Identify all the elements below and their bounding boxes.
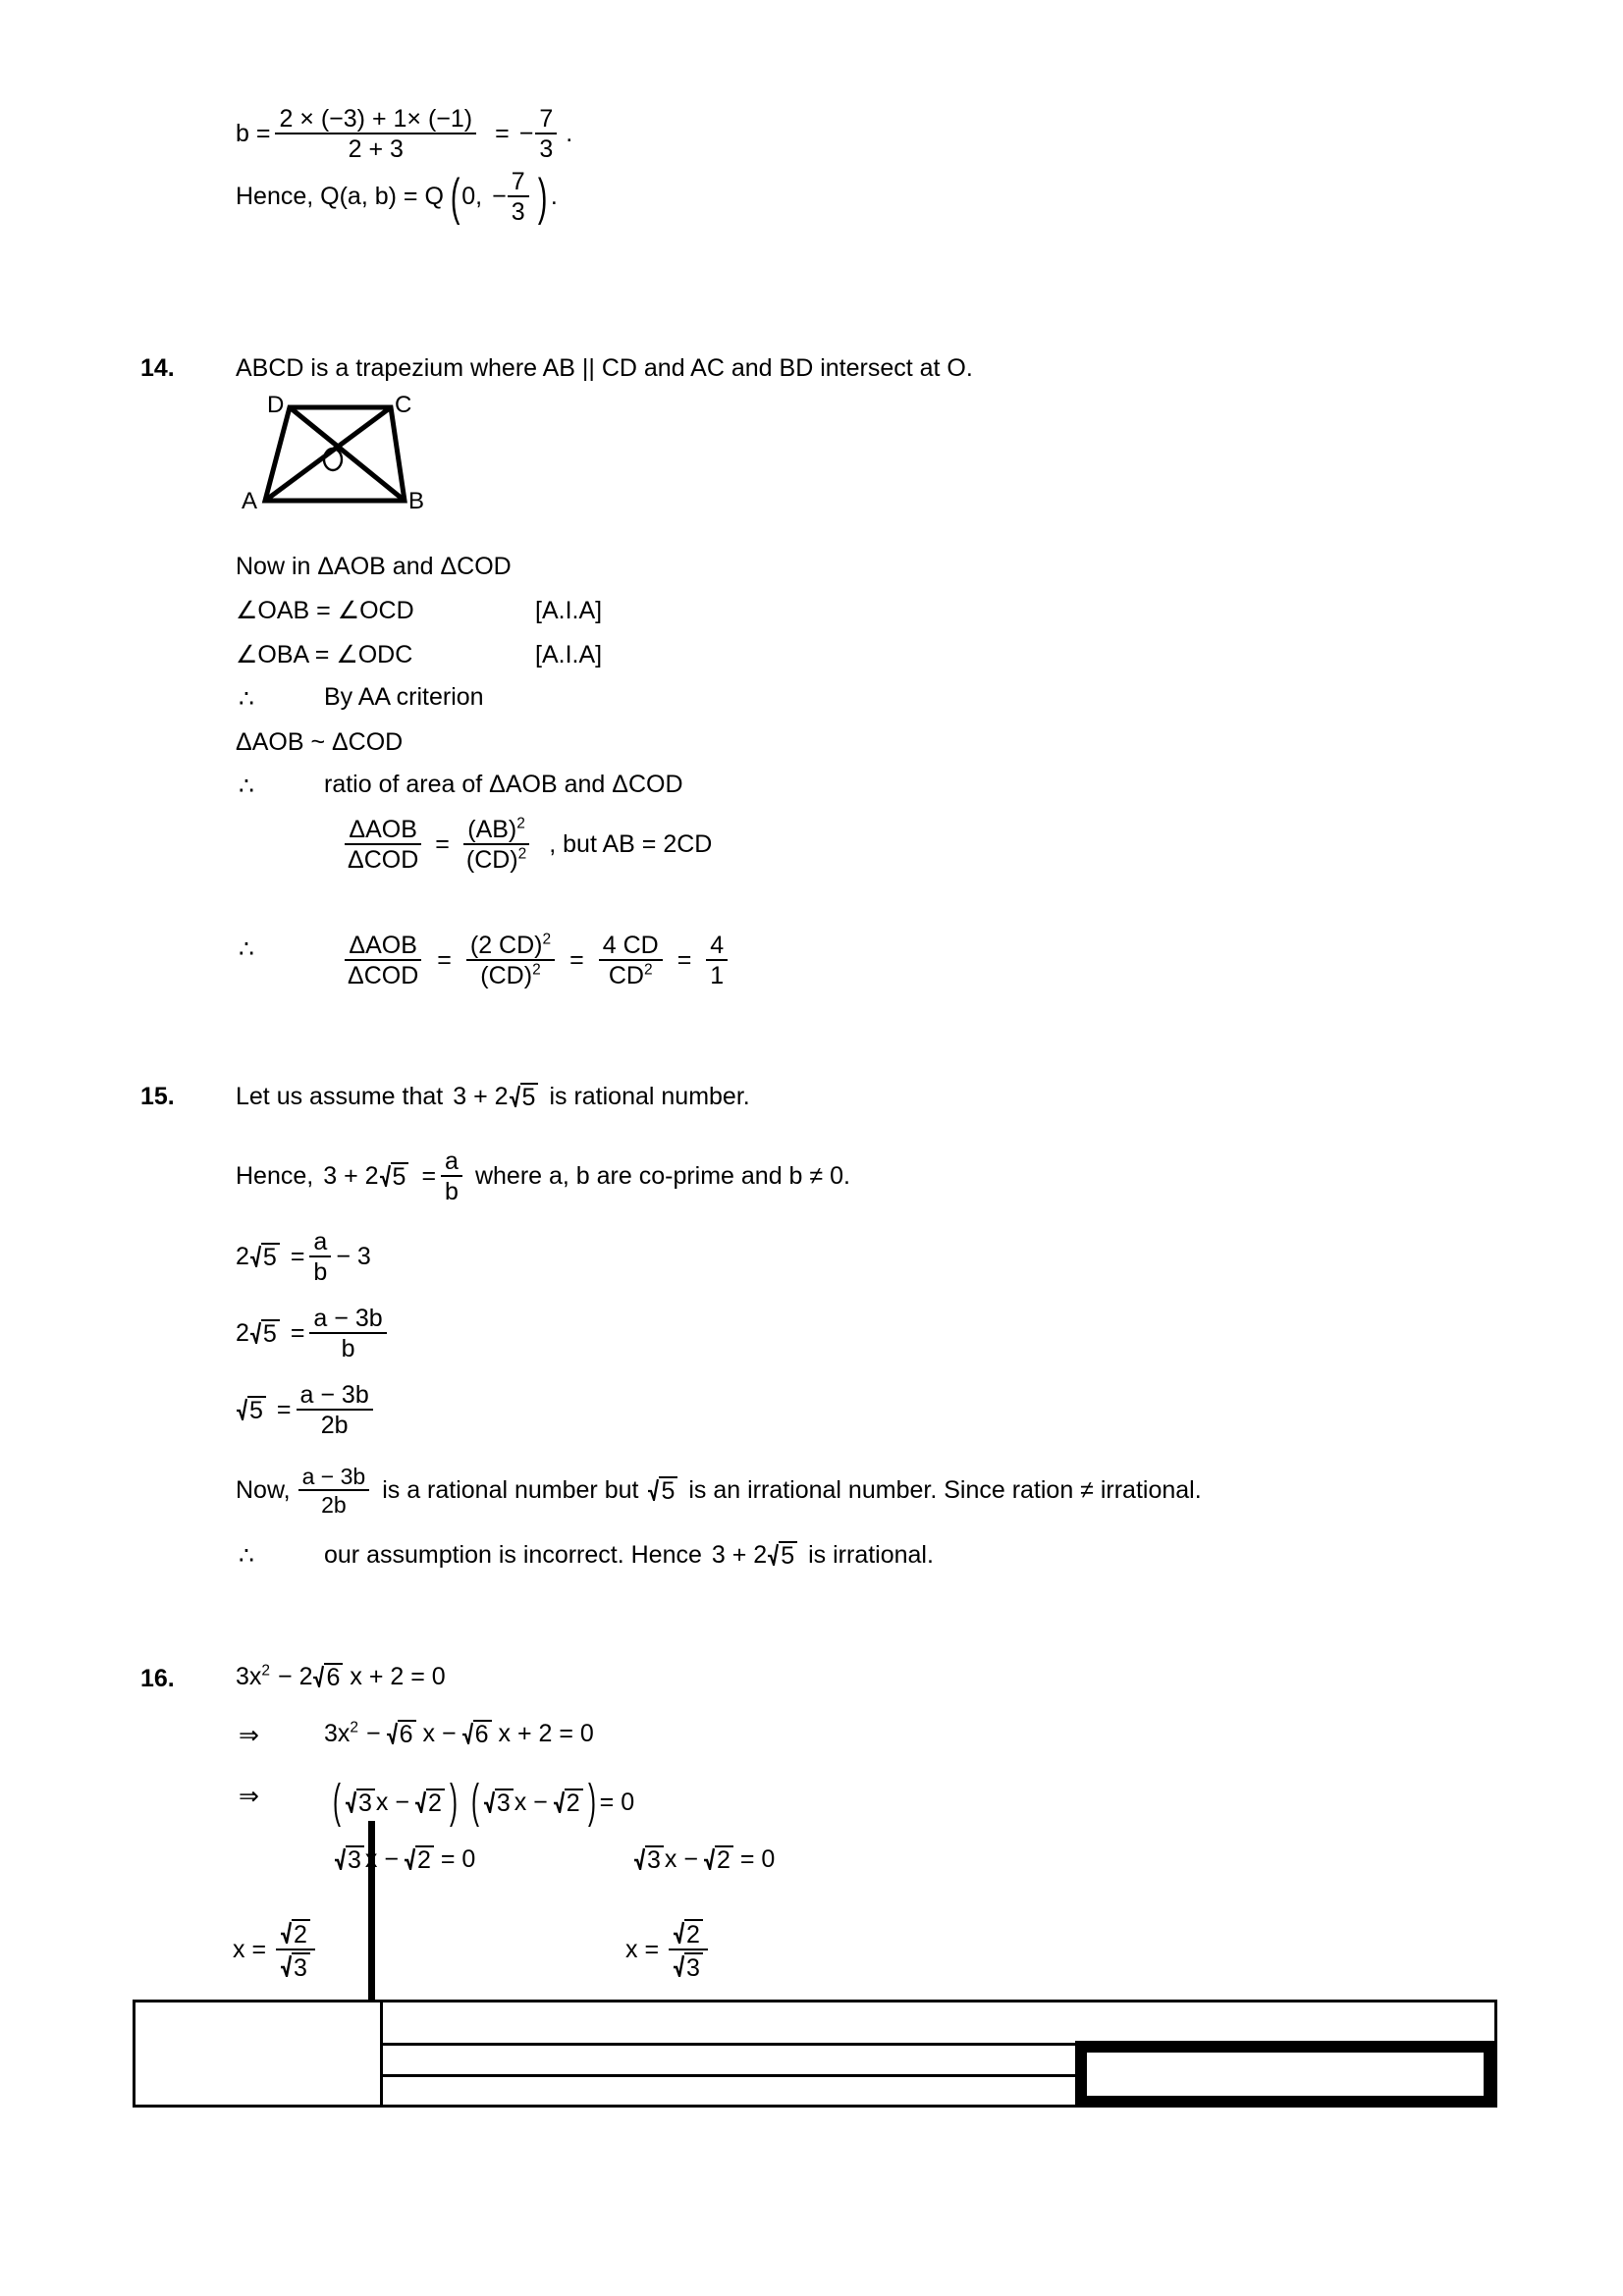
radical-glyph xyxy=(237,1397,247,1425)
ratio1-rhs-num xyxy=(463,817,529,845)
ratio1-lhs xyxy=(344,817,422,874)
q16-br-solution-fraction xyxy=(669,1919,708,1982)
sqrt-3-left-sol-radicand: 3 xyxy=(292,1952,310,1981)
sqrt-6-b xyxy=(387,1720,416,1748)
ratio1-trailing: , but AB = 2CD xyxy=(549,830,713,859)
q15-conclusion-post: is irrational. xyxy=(808,1541,934,1569)
ratio1-rhs-den-exp: 2 xyxy=(517,845,527,863)
q15-step3-fraction xyxy=(297,1382,373,1439)
q15-step1-equals: = xyxy=(290,1243,305,1271)
q15-step2-den: b xyxy=(341,1335,355,1363)
radical-glyph xyxy=(405,1846,415,1875)
radical-glyph xyxy=(415,1789,426,1818)
sqrt-3-right xyxy=(634,1845,664,1874)
q15-conclusion-pre: our assumption is incorrect. Hence xyxy=(324,1541,702,1569)
sqrt-2-left-sol-radicand: 2 xyxy=(292,1919,310,1948)
q16-l3-paren-close-1: ) xyxy=(449,1776,458,1828)
sqrt-3-right-sol-radicand: 3 xyxy=(684,1952,703,1981)
ratio2-m2-den-base: CD xyxy=(608,962,644,990)
ratio1-rhs-num-base: (AB) xyxy=(467,816,517,843)
q16-l3-paren-open-1: ( xyxy=(332,1776,341,1828)
sqrt-6-a xyxy=(313,1663,343,1691)
b-period: . xyxy=(566,120,573,148)
radical-glyph xyxy=(510,1084,520,1112)
ratio2-m1-num-exp: 2 xyxy=(542,931,552,948)
footer-table xyxy=(133,2000,1497,2108)
q14-line-4: ΔAOB ~ ΔCOD xyxy=(236,728,404,756)
sqrt-3-b xyxy=(484,1789,514,1817)
ratio2-m2-den-exp: 2 xyxy=(643,961,653,979)
q16-l2-lead xyxy=(324,1719,359,1747)
ratio2-member-3 xyxy=(706,933,728,989)
q16-bl-sol-lead: x = xyxy=(233,1936,267,1964)
hence-minus: − xyxy=(492,183,507,211)
q16-bl-mid: x − xyxy=(364,1845,399,1873)
sqrt-2-left-sol xyxy=(281,1919,310,1948)
q15-therefore: ∴ xyxy=(239,1542,254,1570)
b-fraction-denominator: 2 + 3 xyxy=(348,135,404,164)
radical-glyph xyxy=(281,1953,292,1982)
q16-arrow-2: ⇒ xyxy=(239,1783,259,1810)
radical-glyph xyxy=(704,1846,715,1875)
sqrt-5-e-radicand: 5 xyxy=(247,1396,266,1424)
radical-glyph xyxy=(250,1320,261,1349)
ratio2-equals-2: = xyxy=(569,946,584,975)
q15-conclusion-expr: 3 + 2 xyxy=(711,1541,768,1569)
q16-l2-lead-exp: 2 xyxy=(350,1719,359,1736)
sqrt-3-right-sol xyxy=(674,1952,703,1981)
b-result-numerator: 7 xyxy=(535,106,557,134)
q16-l2-lead-base: 3x xyxy=(324,1720,351,1747)
q15-line1-pre: Let us assume that xyxy=(236,1083,444,1110)
radical-glyph xyxy=(674,1920,684,1949)
q16-arrow-1: ⇒ xyxy=(239,1722,259,1749)
sqrt-2-left-radicand: 2 xyxy=(415,1845,434,1874)
q16-l2-m1: − xyxy=(366,1720,381,1747)
sqrt-3-left xyxy=(335,1845,364,1874)
sqrt-5-d-radicand: 5 xyxy=(261,1319,280,1348)
sqrt-2-a-radicand: 2 xyxy=(426,1789,445,1817)
q15-line2-fraction xyxy=(441,1148,462,1205)
q15-step2-equals: = xyxy=(290,1319,305,1348)
figure-label-D: D xyxy=(267,392,285,418)
q15-line-1 xyxy=(236,1083,750,1111)
q15-step1-den: b xyxy=(313,1258,328,1287)
hence-zero: 0, xyxy=(461,183,483,211)
ratio1-rhs-den-base: (CD) xyxy=(465,846,518,875)
sqrt-2-b-radicand: 2 xyxy=(565,1789,583,1817)
sqrt-3-b-radicand: 3 xyxy=(495,1789,514,1817)
q16-branch-right-equation xyxy=(633,1845,775,1874)
q16-br-sol-lead: x = xyxy=(625,1936,660,1964)
q15-now-pre: Now, xyxy=(236,1476,291,1505)
q16-branch-left-solution xyxy=(233,1919,320,1982)
radical-glyph xyxy=(554,1789,565,1818)
q15-line1-expr: 3 + 2 xyxy=(453,1083,509,1110)
b-fraction-numerator: 2 × (−3) + 1× (−1) xyxy=(275,106,476,134)
sqrt-6-c-radicand: 6 xyxy=(473,1720,492,1748)
b-label: b = xyxy=(236,120,271,148)
sqrt-5-c-radicand: 5 xyxy=(261,1243,280,1271)
sqrt-2-right-sol xyxy=(674,1919,703,1948)
sqrt-2-b xyxy=(554,1789,583,1817)
sqrt-5-g xyxy=(768,1541,797,1570)
sqrt-5-f xyxy=(648,1476,677,1505)
q16-bl-sol-den xyxy=(276,1950,315,1981)
ratio2-equals-3: = xyxy=(676,946,692,975)
q15-now-mid: is a rational number but xyxy=(382,1476,639,1505)
q16-l3-x2: x − xyxy=(514,1788,548,1816)
question-15-number: 15. xyxy=(140,1083,175,1110)
ratio1-rhs-den xyxy=(462,845,530,873)
q16-branch-left-equation xyxy=(334,1845,475,1874)
footer-table-col-divider xyxy=(380,2000,383,2108)
ratio1-lhs-num: ΔAOB xyxy=(345,817,421,845)
q14-ratio-equation-1 xyxy=(339,817,712,874)
q16-br-tail: = 0 xyxy=(739,1845,776,1873)
q14-therefore-2: ∴ xyxy=(239,773,254,800)
q15-now-den: 2b xyxy=(321,1492,347,1519)
radical-glyph xyxy=(674,1953,684,1982)
q15-line2-pre: Hence, xyxy=(236,1162,314,1191)
q16-bl-sol-num xyxy=(276,1919,315,1950)
q14-line-3: By AA criterion xyxy=(324,683,484,711)
ratio1-rhs-num-exp: 2 xyxy=(516,815,525,832)
trapezium-figure xyxy=(242,392,461,535)
q15-now-post: is an irrational number. Since ration ≠ irrational. xyxy=(688,1476,1202,1505)
q15-step3-num: a − 3b xyxy=(297,1382,373,1411)
radical-glyph xyxy=(380,1163,391,1192)
q15-step2-num: a − 3b xyxy=(309,1306,386,1334)
radical-glyph xyxy=(281,1920,292,1949)
ratio2-m2-num: 4 CD xyxy=(599,933,663,961)
sqrt-5-g-radicand: 5 xyxy=(779,1541,797,1570)
ratio2-m3-num: 4 xyxy=(706,933,728,961)
hence-label: Hence, Q(a, b) = Q xyxy=(236,183,444,211)
sqrt-2-right-radicand: 2 xyxy=(715,1845,733,1874)
q15-line2-equals: = xyxy=(421,1162,437,1191)
b-result-denominator: 3 xyxy=(539,135,554,164)
sqrt-5-e xyxy=(237,1396,266,1424)
sqrt-6-c xyxy=(462,1720,492,1748)
q15-line2-frac-den: b xyxy=(445,1178,459,1206)
sqrt-6-b-radicand: 6 xyxy=(398,1720,416,1748)
sqrt-5-a xyxy=(510,1083,539,1111)
q14-note-2: [A.I.A] xyxy=(535,641,603,668)
q16-bl-tail: = 0 xyxy=(440,1845,476,1873)
radical-glyph xyxy=(387,1721,398,1749)
sqrt-2-right-sol-radicand: 2 xyxy=(684,1919,703,1948)
ratio2-m1-den-exp: 2 xyxy=(532,961,541,979)
hence-paren-open: ( xyxy=(450,168,460,226)
q15-now-num: a − 3b xyxy=(298,1465,370,1491)
q14-ratio-equation-2 xyxy=(339,933,732,989)
question-14-statement: ABCD is a trapezium where AB || CD and AC and BD intersect at O. xyxy=(236,354,973,382)
ratio2-m1-num-base: (2 CD) xyxy=(469,932,543,959)
radical-glyph xyxy=(484,1789,495,1818)
hence-fraction xyxy=(508,169,529,226)
ratio2-member-2 xyxy=(599,933,663,989)
sqrt-6-a-radicand: 6 xyxy=(324,1663,343,1691)
ratio2-lhs-den: ΔCOD xyxy=(348,962,419,990)
q16-l3-equals: = 0 xyxy=(599,1788,635,1816)
q14-therefore-3: ∴ xyxy=(239,935,254,963)
q14-line-2: ∠OBA = ∠ODC xyxy=(236,641,413,668)
q16-l1-mid: − 2 xyxy=(278,1663,313,1690)
q15-step-3 xyxy=(236,1382,378,1439)
q16-l3-paren-close-2: ) xyxy=(587,1776,596,1828)
ratio2-m2-den xyxy=(605,961,657,988)
q15-step3-den: 2b xyxy=(320,1412,349,1440)
q15-step1-tail: − 3 xyxy=(336,1243,371,1271)
ratio1-equals: = xyxy=(435,830,450,859)
footer-table-highlight-box xyxy=(1075,2041,1497,2108)
sqrt-5-d xyxy=(250,1319,280,1348)
q16-br-mid: x − xyxy=(664,1845,698,1873)
q16-l1-lead-base: 3x xyxy=(236,1663,262,1690)
q15-step-1 xyxy=(236,1229,371,1286)
trapezium-svg xyxy=(245,398,461,535)
q15-step2-fraction xyxy=(309,1306,386,1362)
sqrt-3-left-radicand: 3 xyxy=(346,1845,364,1874)
ratio2-lhs xyxy=(344,933,422,989)
q16-br-sol-den xyxy=(669,1950,708,1981)
q14-therefore-1: ∴ xyxy=(239,685,254,713)
q15-step2-coef: 2 xyxy=(236,1319,249,1348)
q16-l1-lead-exp: 2 xyxy=(261,1662,271,1680)
figure-label-B: B xyxy=(408,488,425,514)
q14-line-1: ∠OAB = ∠OCD xyxy=(236,597,414,624)
sqrt-3-right-radicand: 3 xyxy=(645,1845,664,1874)
hence-fraction-numerator: 7 xyxy=(508,169,529,197)
q15-now-fraction xyxy=(298,1465,370,1517)
sqrt-3-a-radicand: 3 xyxy=(356,1789,375,1817)
q15-step3-equals: = xyxy=(276,1396,292,1424)
q15-line2-frac-num: a xyxy=(441,1148,462,1177)
radical-glyph xyxy=(462,1721,473,1749)
sqrt-3-a xyxy=(346,1789,375,1817)
q15-step1-num: a xyxy=(309,1229,331,1257)
hence-paren-close: ) xyxy=(537,168,548,226)
q15-step1-coef: 2 xyxy=(236,1243,249,1271)
question-16-number: 16. xyxy=(140,1665,175,1692)
sqrt-2-left xyxy=(405,1845,434,1874)
q16-l1-tail: x + 2 = 0 xyxy=(350,1663,446,1690)
ratio2-m1-den xyxy=(476,961,544,988)
figure-label-C: C xyxy=(395,392,412,418)
q15-step-2 xyxy=(236,1306,392,1362)
ratio2-lhs-num: ΔAOB xyxy=(345,933,421,961)
radical-glyph xyxy=(313,1664,324,1692)
b-minus: − xyxy=(518,120,534,148)
radical-glyph xyxy=(648,1477,659,1506)
top-formula-hence xyxy=(236,169,558,226)
radical-glyph xyxy=(335,1846,346,1875)
hence-fraction-denominator: 3 xyxy=(511,198,525,227)
q16-br-sol-num xyxy=(669,1919,708,1950)
radical-glyph xyxy=(250,1244,261,1272)
ratio1-rhs xyxy=(462,817,530,874)
ratio2-m1-den-base: (CD) xyxy=(480,962,533,990)
radical-glyph xyxy=(346,1789,356,1818)
q16-branch-right-solution xyxy=(625,1919,713,1982)
ratio2-m1-num xyxy=(466,933,555,961)
q16-line-1 xyxy=(236,1663,446,1691)
q15-step1-fraction xyxy=(309,1229,331,1286)
q15-now-line xyxy=(236,1465,1202,1517)
ratio2-equals-1: = xyxy=(437,946,452,975)
sqrt-2-a xyxy=(415,1789,445,1817)
q16-l2-tail: x + 2 = 0 xyxy=(498,1720,594,1747)
radical-glyph xyxy=(768,1542,779,1571)
b-result-fraction xyxy=(535,106,557,163)
q14-note-1: [A.I.A] xyxy=(535,597,603,624)
q16-l3-paren-open-2: ( xyxy=(470,1776,479,1828)
q15-line-2 xyxy=(236,1148,850,1205)
hence-period: . xyxy=(550,183,558,211)
q16-bl-solution-fraction xyxy=(276,1919,315,1982)
footer-table-row-divider-2 xyxy=(380,2074,1077,2077)
q16-l2-m2: x − xyxy=(422,1720,457,1747)
q16-l1-lead xyxy=(236,1662,271,1690)
q14-line-5: ratio of area of ΔAOB and ΔCOD xyxy=(324,771,683,798)
q15-line1-post: is rational number. xyxy=(549,1083,750,1110)
b-fraction xyxy=(275,106,476,163)
q16-line-2 xyxy=(324,1720,594,1748)
sqrt-2-right xyxy=(704,1845,733,1874)
sqrt-5-b xyxy=(380,1162,409,1191)
footer-table-highlight-box-inner xyxy=(1087,2053,1484,2096)
q15-line2-post: where a, b are co-prime and b ≠ 0. xyxy=(474,1162,850,1191)
figure-label-A: A xyxy=(242,488,258,514)
sqrt-5-b-radicand: 5 xyxy=(391,1162,409,1191)
q15-line2-expr: 3 + 2 xyxy=(323,1162,379,1191)
question-14-number: 14. xyxy=(140,354,175,382)
sqrt-5-c xyxy=(250,1243,280,1271)
sqrt-5-f-radicand: 5 xyxy=(659,1476,677,1505)
q14-line-0: Now in ΔAOB and ΔCOD xyxy=(236,553,512,580)
q16-line-3 xyxy=(329,1776,635,1828)
radical-glyph xyxy=(634,1846,645,1875)
top-formula-b xyxy=(236,106,572,163)
sqrt-5-a-radicand: 5 xyxy=(520,1083,539,1111)
sqrt-3-left-sol xyxy=(281,1952,310,1981)
ratio1-lhs-den: ΔCOD xyxy=(348,846,419,875)
q15-conclusion xyxy=(324,1541,934,1570)
q16-l3-x1: x − xyxy=(375,1788,409,1816)
ratio2-m3-den: 1 xyxy=(710,962,725,990)
b-equals: = xyxy=(495,120,510,148)
ratio2-member-1 xyxy=(466,933,555,989)
